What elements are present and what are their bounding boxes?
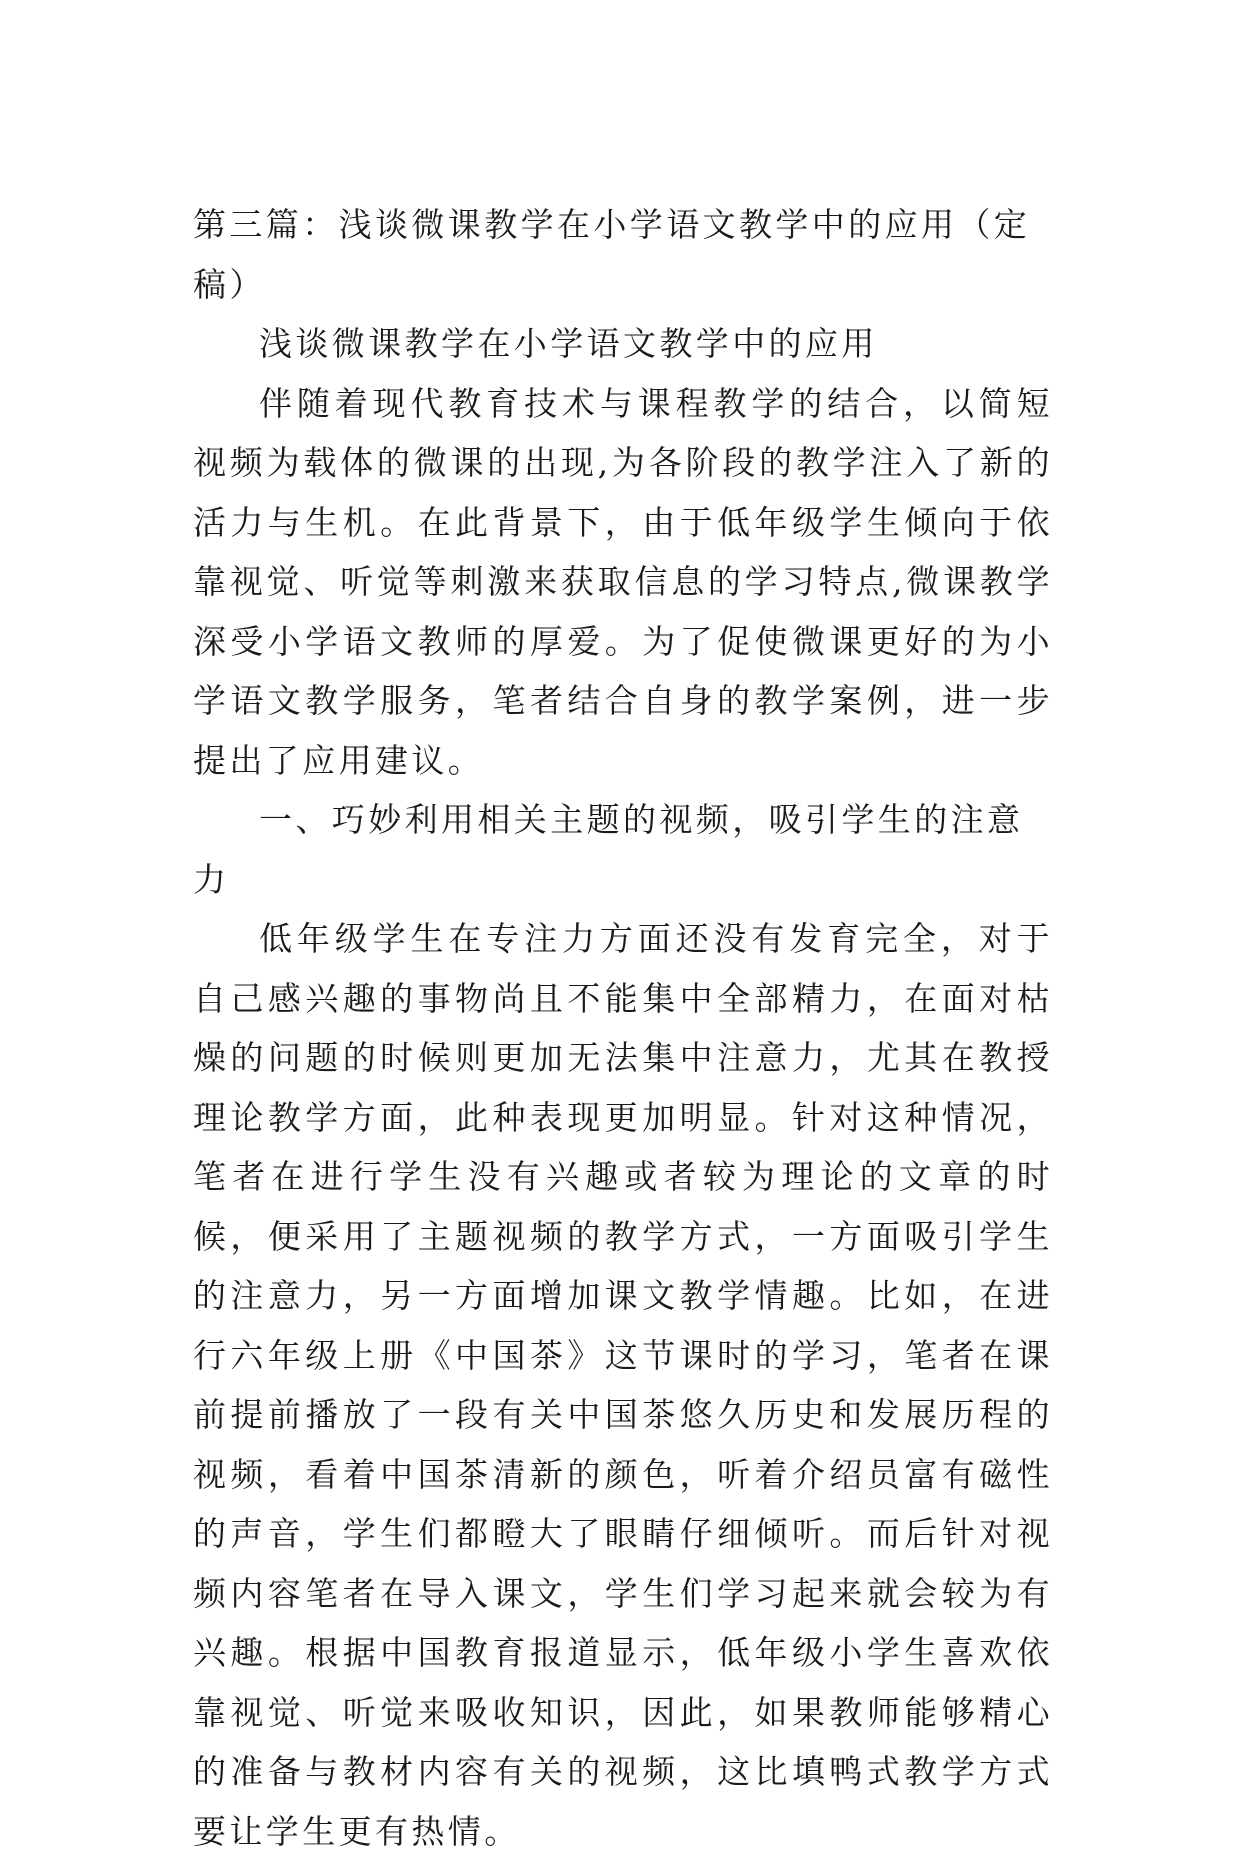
section-paragraph: 低年级学生在专注力方面还没有发育完全，对于自己感兴趣的事物尚且不能集中全部精力，在面对枯燥的问题的时候则更加无法集中注意力，尤其在教授理论教学方面，此种表现更加明显。针对这种情况，笔者在进行学生没有兴趣或者较为理论的文章的时候，便采用了主题视频的教学方式，一方面吸引学生的注意力，另一方面增加课文教学情趣。比如，在进行六年级上册《中国茶》这节课时的学习，笔者在课前提前播放了一段有关中国茶悠久历史和发展历程的视频，看着中国茶清新的颜色，听着介绍员富有磁性的声音，学生们都瞪大了眼睛仔细倾听。而后针对视频内容笔者在导入课文，学生们学习起来就会较为有兴趣。根据中国教育报道显示，低年级小学生喜欢依靠视觉、听觉来吸收知识，因此，如果教师能够精心的准备与教材内容有关的视频，这比填鸭式教学方式要让学生更有热情。 [193, 919, 1053, 1851]
intro-paragraph: 伴随着现代教育技术与课程教学的结合，以简短视频为载体的微课的出现,为各阶段的教学注入了新的活力与生机。在此背景下，由于低年级学生倾向于依靠视觉、听觉等刺激来获取信息的学习特点,微课教学深受小学语文教师的厚爱。为了促使微课更好的为小学语文教学服务，笔者结合自身的教学案例，进一步提出了应用建议。 [193, 383, 1053, 780]
document-subtitle: 浅谈微课教学在小学语文教学中的应用 [259, 324, 878, 363]
document-body [193, 195, 1053, 1861]
document-title: 第三篇：浅谈微课教学在小学语文教学中的应用（定稿） [193, 205, 1031, 304]
section-heading: 一、巧妙利用相关主题的视频，吸引学生的注意力 [193, 800, 1024, 899]
